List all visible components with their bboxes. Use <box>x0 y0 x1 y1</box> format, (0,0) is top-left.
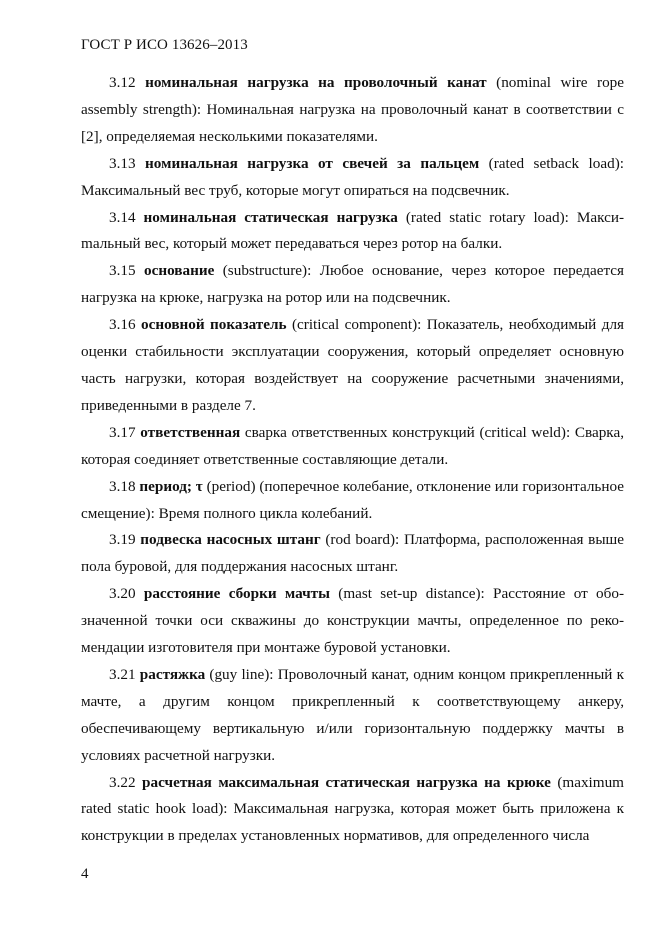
entry-definition: сварка ответственных конструкций (critical weld): Сварка, которая соединяет ответственные составляющие детали. <box>81 423 624 468</box>
entry-number: 3.13 <box>109 154 136 172</box>
page-number: 4 <box>81 866 89 882</box>
entry-term: подвеска насосных штанг <box>140 531 321 549</box>
entry-term: номинальная нагрузка на проволочный канат <box>145 74 487 91</box>
entry-definition: (maximum rated static hook load): Максимальная нагрузка, которая может быть приложена к конструкции в пределах установленных нормативов, для определенного числа <box>81 773 624 845</box>
entry-definition: (mast set-up distance): Расстояние от обозначенной точки оси скважины до конструкции мачты, определенное по рекомендации изготовителя при монтаже буровой установки. <box>81 585 624 657</box>
definition-entry-3-18 <box>81 474 624 528</box>
entry-definition: (nominal wire rope assembly strength): Номинальная нагрузка на проволочный канат в соответствии с [2], определяемая несколькими показателями. <box>81 74 624 145</box>
entry-definition: (substructure): Любое основание, через которое передается нагрузка на крюке, нагрузка на ротор или на подсвечник. <box>81 262 624 307</box>
definition-entry-3-22 <box>81 770 624 851</box>
entry-definition: (critical component): Показатель, необходимый для оценки стабильности эксплуатации сооружения, который определяет основную часть нагрузки, которая воздействует на сооружение расчетными значениями, приведенными в разделе 7. <box>81 316 625 414</box>
entry-number: 3.12 <box>109 74 136 91</box>
entry-definition: (guy line): Проволочный канат, одним концом прикрепленный к мачте, а другим концом прикрепленный к соответствующему анкеру, обеспечивающему вертикальную и/или горизонтальную поддержку мачты в условиях расчетной нагрузки. <box>81 665 625 764</box>
definition-entry-3-14 <box>81 205 624 259</box>
entry-number: 3.19 <box>109 531 136 549</box>
entry-definition: (rated static rotary load): Максиmальный вес, который может передаваться через ротор на балки. <box>81 208 625 253</box>
entry-definition: (rated setback load): Максимальный вес труб, которые могут опираться на подсвечник. <box>81 154 624 199</box>
definition-entry-3-15 <box>81 258 624 312</box>
entry-term: основание <box>144 262 215 280</box>
page-header-standard-code: ГОСТ Р ИСО 13626–2013 <box>81 37 248 53</box>
entry-number: 3.18 <box>109 477 136 495</box>
definition-entry-3-20 <box>81 581 624 662</box>
entry-number: 3.14 <box>109 208 136 226</box>
entry-definition: (rod board): Платформа, расположенная выше пола буровой, для поддержания насосных штанг. <box>81 531 624 576</box>
definition-entry-3-13 <box>81 151 624 205</box>
definition-entry-3-17 <box>81 420 624 474</box>
definition-entry-3-12 <box>81 70 624 151</box>
definitions-body <box>81 70 624 850</box>
entry-number: 3.21 <box>109 665 136 683</box>
entry-number: 3.17 <box>109 423 136 441</box>
definition-entry-3-19 <box>81 527 624 581</box>
entry-term: растяжка <box>139 665 206 683</box>
entry-number: 3.15 <box>109 262 136 280</box>
entry-term: ответственная <box>140 423 241 441</box>
entry-number: 3.20 <box>109 585 136 603</box>
entry-term: расстояние сборки мачты <box>143 585 330 603</box>
definition-entry-3-16 <box>81 312 624 420</box>
entry-term: номинальная нагрузка от свечей за пальцем <box>145 154 480 172</box>
entry-term: период; τ <box>139 477 203 495</box>
entry-definition: (period) (поперечное колебание, отклонение или горизонтальное смещение): Время полного цикла колебаний. <box>81 477 624 522</box>
definition-entry-3-21 <box>81 662 624 770</box>
entry-number: 3.22 <box>109 773 136 791</box>
entry-term: основной показатель <box>141 316 287 334</box>
entry-term: номинальная статическая нагрузка <box>143 208 398 226</box>
entry-term: расчетная максимальная статическая нагрузка на крюке <box>142 773 551 791</box>
entry-number: 3.16 <box>109 316 136 334</box>
